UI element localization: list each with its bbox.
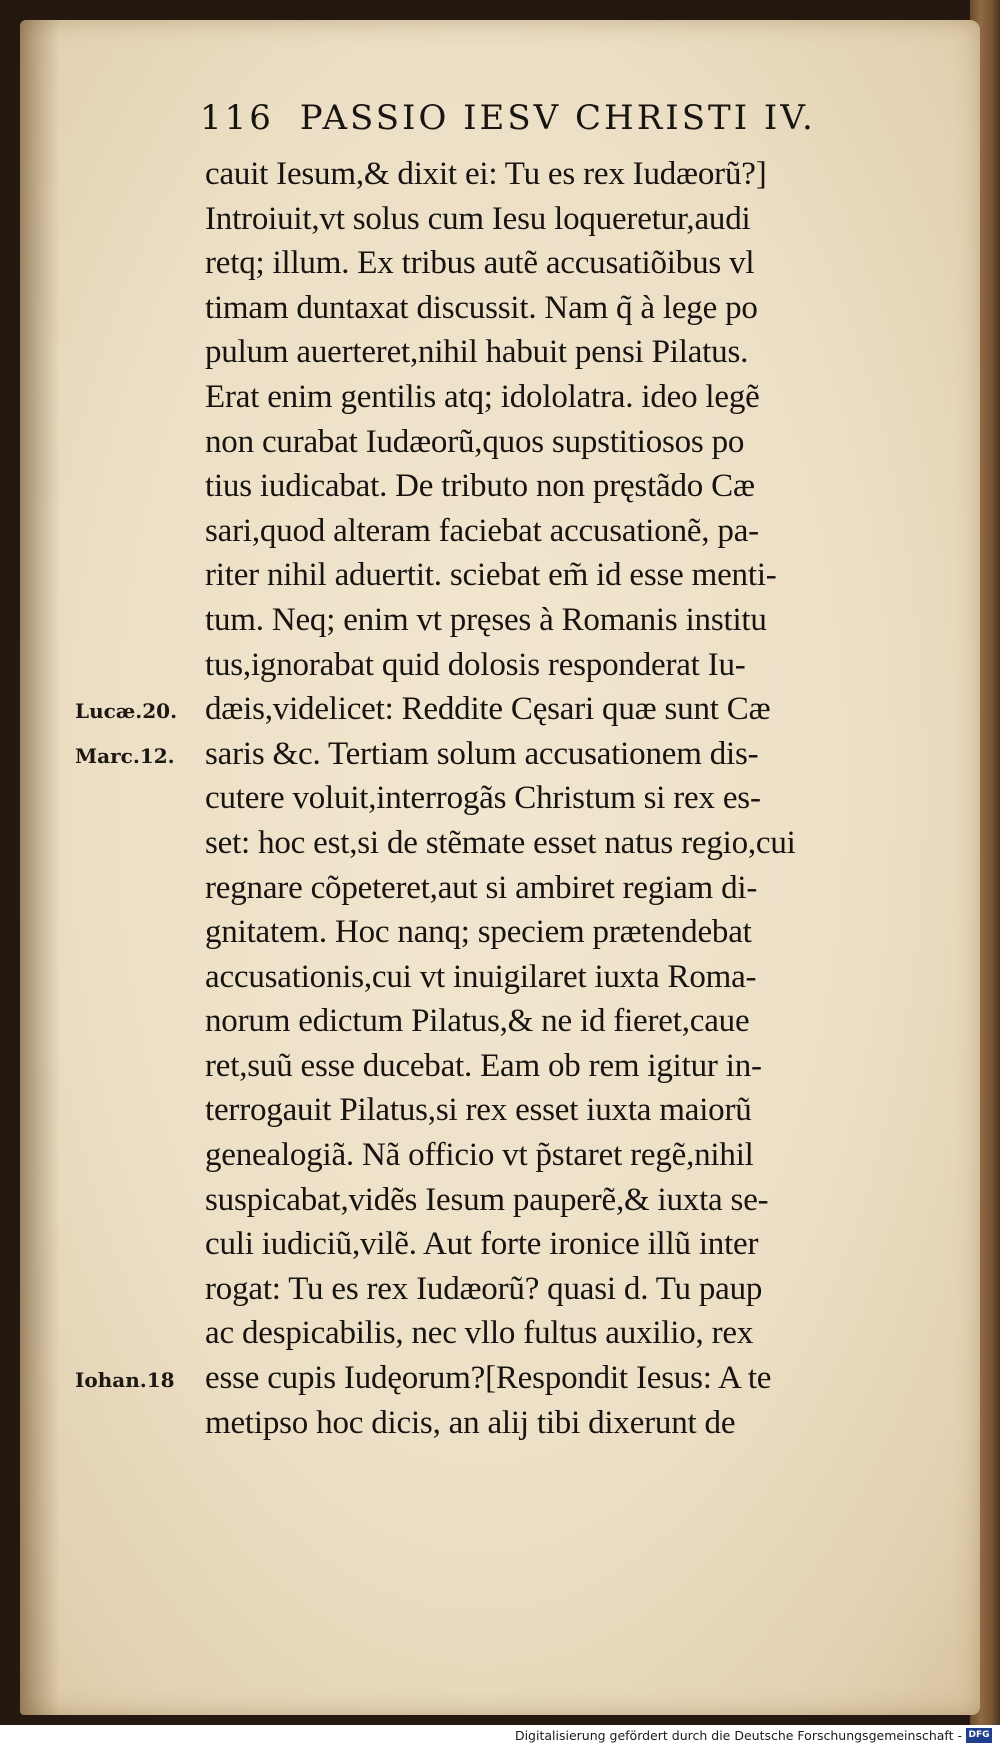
text-line: culi iudiciũ,vilẽ. Aut forte ironice illũ inter (205, 1226, 759, 1263)
text-line: timam duntaxat discussit. Nam q̃ à lege po (205, 289, 758, 326)
text-line: genealogiã. Nã officio vt p̃staret regẽ,nihil (205, 1137, 754, 1174)
text-line: ac despicabilis, nec vllo fultus auxilio, rex (205, 1315, 754, 1352)
text-line: retq; illum. Ex tribus autẽ accusatiõibus vl (205, 245, 755, 282)
text-line: norum edictum Pilatus,& ne id fieret,caue (205, 1003, 750, 1040)
running-head (200, 98, 900, 148)
text-line: ret,suũ esse ducebat. Eam ob rem igitur in- (205, 1047, 762, 1084)
text-line: cutere voluit,interrogãs Christum si rex es- (205, 780, 761, 817)
text-line: Erat enim gentilis atq; idololatra. ideo legẽ (205, 378, 760, 415)
text-line: gnitatem. Hoc nanq; speciem prætendebat (205, 914, 752, 951)
text-line: suspicabat,vidẽs Iesum pauperẽ,& iuxta se- (205, 1181, 769, 1218)
text-line: cauit Iesum,& dixit ei: Tu es rex Iudæorũ?] (205, 156, 767, 192)
text-line: saris &c. Tertiam solum accusationem dis- (205, 735, 759, 772)
margin-note-john: Iohan.18 (75, 1368, 175, 1393)
text-line: tus,ignorabat quid dolosis responderat Iu- (205, 646, 746, 683)
margin-notes (75, 20, 215, 1715)
text-line: riter nihil aduertit. sciebat em̃ id esse menti- (205, 557, 777, 594)
gutter-shadow (20, 20, 60, 1715)
book-page (20, 20, 980, 1715)
footer-bar (0, 1725, 1000, 1747)
text-line: esse cupis Iudęorum?[Respondit Iesus: A te (205, 1360, 772, 1397)
text-line: sari,quod alteram faciebat accusationẽ, pa- (205, 512, 759, 549)
text-line: pulum auerteret,nihil habuit pensi Pilatus. (205, 334, 749, 371)
running-title: PASSIO IESV CHRISTI IV. (299, 98, 816, 138)
text-line: non curabat Iudæorũ,quos supstitiosos po (205, 423, 745, 460)
text-line: metipso hoc dicis, an alij tibi dixerunt de (205, 1404, 736, 1441)
text-line: Introiuit,vt solus cum Iesu loqueretur,audi (205, 200, 751, 237)
dfg-logo: DFG (966, 1728, 992, 1743)
text-line: rogat: Tu es rex Iudæorũ? quasi d. Tu paup (205, 1270, 763, 1307)
text-line: terrogauit Pilatus,si rex esset iuxta maiorũ (205, 1092, 752, 1129)
text-line: tum. Neq; enim vt pręses à Romanis institu (205, 601, 767, 638)
text-line: accusationis,cui vt inuigilaret iuxta Roma- (205, 958, 757, 995)
page-number: 116 (200, 98, 274, 138)
margin-note-luke: Lucæ.20. (75, 699, 178, 724)
text-line: tius iudicabat. De tributo non pręstãdo Cæ (205, 468, 755, 505)
text-line: regnare cõpeteret,aut si ambiret regiam di- (205, 869, 758, 906)
funding-credit: Digitalisierung gefördert durch die Deutsche Forschungsgemeinschaft - (514, 1728, 962, 1743)
body-text (205, 152, 975, 1445)
margin-note-mark: Marc.12. (75, 743, 175, 768)
text-line: set: hoc est,si de stẽmate esset natus regio,cui (205, 824, 796, 861)
text-line: dæis,videlicet: Reddite Cęsari quæ sunt Cæ (205, 691, 771, 728)
